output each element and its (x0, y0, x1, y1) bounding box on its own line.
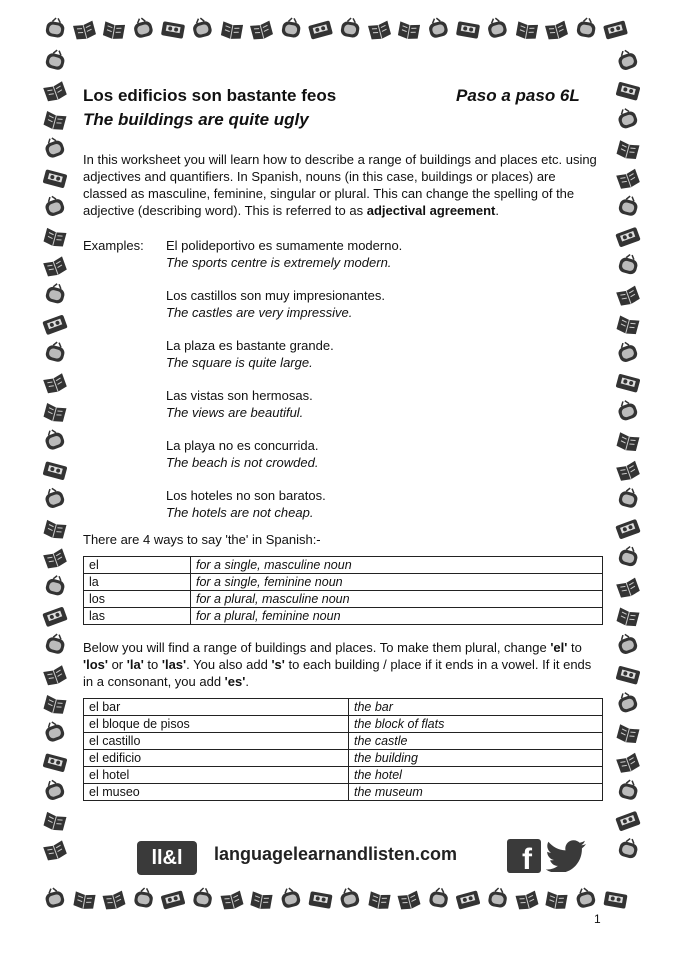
site-url[interactable]: languagelearnandlisten.com (214, 844, 458, 864)
tv-icon (42, 486, 65, 510)
bold-part: 'es' (224, 674, 246, 689)
example-english: The sports centre is extremely modern. (166, 255, 392, 270)
page-number: 1 (594, 912, 601, 926)
book-icon (516, 891, 539, 912)
tv-icon (617, 252, 639, 275)
article-desc: for a plural, feminine noun (191, 608, 603, 625)
book-icon (43, 228, 66, 249)
page-title: Los edificios son bastante feos (83, 86, 337, 105)
book-icon (368, 21, 391, 42)
text-part: or (107, 657, 127, 672)
example-spanish: La plaza es bastante grande. (166, 338, 334, 353)
footer (0, 836, 686, 876)
tv-icon (44, 48, 66, 71)
example-item (166, 387, 603, 421)
intro-bold: adjectival agreement (366, 203, 496, 218)
camera-icon (456, 890, 481, 909)
book-icon (43, 403, 66, 424)
book-icon (368, 891, 390, 910)
example-item (166, 437, 603, 471)
book-icon (43, 520, 66, 541)
book-icon (398, 891, 421, 912)
book-icon (516, 21, 538, 40)
article-desc: for a plural, masculine noun (191, 591, 603, 608)
plural-instructions (83, 639, 603, 690)
book-icon (43, 256, 67, 278)
tv-icon (617, 778, 639, 801)
table-row (84, 767, 603, 784)
book-icon (250, 891, 272, 910)
table-row (84, 574, 603, 591)
intro-text: In this worksheet you will learn how to describe a range of buildings and places etc. using adjectives and quantifiers. In Spanish, nouns (in this case, buildings or places) are classed as masculine, feminine, singular or plural. This can change the spelling of the adjective (describing word). This is referred to as (83, 152, 597, 218)
tv-icon (617, 486, 639, 509)
book-icon (616, 753, 640, 775)
camera-icon (603, 891, 627, 909)
camera-icon (615, 811, 640, 832)
text-part: to (143, 657, 162, 672)
tv-icon (44, 632, 66, 655)
book-icon (616, 286, 640, 308)
tv-icon (45, 17, 66, 39)
book-icon (221, 21, 243, 40)
tv-icon (191, 16, 213, 39)
articles-table (83, 556, 603, 625)
book-icon (103, 21, 125, 40)
tv-icon (615, 340, 638, 364)
table-row (84, 716, 603, 733)
intro-end: . (495, 203, 499, 218)
vocab-spanish: el edificio (84, 750, 349, 767)
table-row (84, 784, 603, 801)
tv-icon (42, 719, 65, 743)
camera-icon (308, 20, 333, 39)
tv-icon (574, 886, 596, 909)
tv-icon (615, 398, 638, 422)
book-icon (616, 169, 640, 191)
camera-icon (616, 374, 641, 393)
tv-icon (338, 886, 360, 909)
example-item (166, 487, 603, 521)
vocab-english: the bar (349, 699, 603, 716)
tv-icon (615, 48, 638, 72)
camera-icon (161, 890, 186, 909)
table-row (84, 699, 603, 716)
book-icon (73, 21, 96, 42)
tv-icon (133, 887, 154, 909)
example-english: The square is quite large. (166, 355, 313, 370)
bold-part: 'las' (161, 657, 187, 672)
tv-icon (44, 282, 66, 305)
table-row (84, 557, 603, 574)
camera-icon (456, 21, 480, 39)
vocab-spanish: el museo (84, 784, 349, 801)
ways-text: There are 4 ways to say 'the' in Spanish:- (83, 532, 321, 547)
example-spanish: El polideportivo es sumamente moderno. (166, 238, 403, 253)
book-icon (250, 21, 273, 42)
article-word: el (84, 557, 191, 574)
text-part: to (567, 640, 582, 655)
book-icon (616, 461, 640, 483)
tv-icon (615, 690, 638, 714)
book-icon (43, 111, 66, 132)
facebook-glyph: f (522, 843, 532, 873)
bold-part: 'la' (126, 657, 144, 672)
camera-icon (616, 666, 641, 685)
tv-icon (428, 887, 449, 909)
tv-icon (44, 340, 66, 363)
tv-icon (576, 17, 597, 39)
tv-icon (487, 887, 508, 909)
example-spanish: Los castillos son muy impresionantes. (166, 288, 385, 303)
book-icon (398, 21, 420, 40)
tv-icon (132, 16, 154, 39)
tv-icon (340, 17, 361, 39)
tv-icon (281, 17, 302, 39)
example-english: The beach is not crowded. (166, 455, 319, 470)
camera-icon (161, 21, 185, 39)
title-row (83, 86, 603, 110)
book-icon (73, 891, 95, 910)
book-icon (616, 315, 639, 336)
facebook-icon[interactable] (507, 839, 541, 873)
book-icon (43, 81, 67, 103)
book-icon (616, 140, 639, 161)
text-part: Below you will find a range of buildings and places. To make them plural, change (83, 640, 551, 655)
worksheet-content (83, 86, 603, 801)
text-part: . (245, 674, 249, 689)
book-icon (616, 578, 640, 600)
book-icon (43, 548, 67, 570)
table-row (84, 608, 603, 625)
tv-icon (617, 194, 639, 217)
tv-icon (44, 574, 66, 597)
twitter-icon[interactable] (546, 840, 588, 877)
book-icon (616, 724, 639, 745)
tv-icon (192, 887, 213, 909)
tv-icon (486, 16, 508, 39)
bold-part: 'el' (550, 640, 568, 655)
tv-icon (615, 632, 638, 656)
tv-icon (42, 778, 65, 802)
tv-icon (43, 886, 65, 909)
book-icon (43, 665, 67, 687)
article-desc: for a single, feminine noun (191, 574, 603, 591)
lesson-code: Paso a paso 6L (456, 86, 580, 105)
tv-icon (279, 886, 301, 909)
examples-list (166, 237, 603, 521)
example-spanish: Las vistas son hermosas. (166, 388, 313, 403)
example-spanish: Los hoteles no son baratos. (166, 488, 326, 503)
camera-icon (603, 20, 628, 39)
vocab-english: the museum (349, 784, 603, 801)
vocab-english: the building (349, 750, 603, 767)
book-icon (221, 891, 244, 912)
example-english: The castles are very impressive. (166, 305, 353, 320)
book-icon (43, 695, 66, 716)
book-icon (43, 812, 66, 833)
table-row (84, 733, 603, 750)
example-item (166, 337, 603, 371)
site-logo: ll&l (137, 841, 197, 875)
article-word: la (84, 574, 191, 591)
vocab-english: the hotel (349, 767, 603, 784)
intro-paragraph (83, 151, 603, 219)
tv-icon (617, 544, 639, 567)
book-icon (616, 607, 639, 628)
example-spanish: La playa no es concurrida. (166, 438, 319, 453)
examples-label: Examples: (83, 238, 144, 253)
camera-icon (615, 519, 640, 540)
vocab-english: the castle (349, 733, 603, 750)
vocab-spanish: el castillo (84, 733, 349, 750)
example-item (166, 237, 603, 271)
examples-section (83, 237, 603, 521)
table-row (84, 591, 603, 608)
article-word: las (84, 608, 191, 625)
book-icon (103, 891, 126, 912)
article-desc: for a single, masculine noun (191, 557, 603, 574)
text-part: to each building / place if it ends in a vowel. If it ends in a consonant, you add (83, 657, 592, 689)
bold-part: 's' (271, 657, 285, 672)
vocab-table (83, 698, 603, 801)
text-part: . You also add (186, 657, 272, 672)
vocab-spanish: el bloque de pisos (84, 716, 349, 733)
tv-icon (427, 16, 449, 39)
camera-icon (616, 82, 641, 101)
example-item (166, 287, 603, 321)
book-icon (545, 21, 568, 42)
camera-icon (42, 606, 67, 627)
camera-icon (43, 461, 68, 480)
vocab-spanish: el bar (84, 699, 349, 716)
tv-icon (42, 135, 65, 159)
page-subtitle: The buildings are quite ugly (83, 110, 309, 129)
camera-icon (43, 753, 68, 772)
tv-icon (615, 106, 638, 130)
vocab-english: the block of flats (349, 716, 603, 733)
book-icon (545, 891, 567, 910)
camera-icon (42, 314, 67, 335)
example-english: The hotels are not cheap. (166, 505, 314, 520)
tv-icon (42, 194, 65, 218)
bold-part: 'los' (83, 657, 108, 672)
table-row (84, 750, 603, 767)
camera-icon (308, 891, 332, 909)
book-icon (43, 373, 67, 395)
tv-icon (42, 427, 65, 451)
book-icon (616, 432, 639, 453)
camera-icon (615, 227, 640, 248)
vocab-spanish: el hotel (84, 767, 349, 784)
camera-icon (43, 169, 68, 188)
example-english: The views are beautiful. (166, 405, 304, 420)
article-word: los (84, 591, 191, 608)
